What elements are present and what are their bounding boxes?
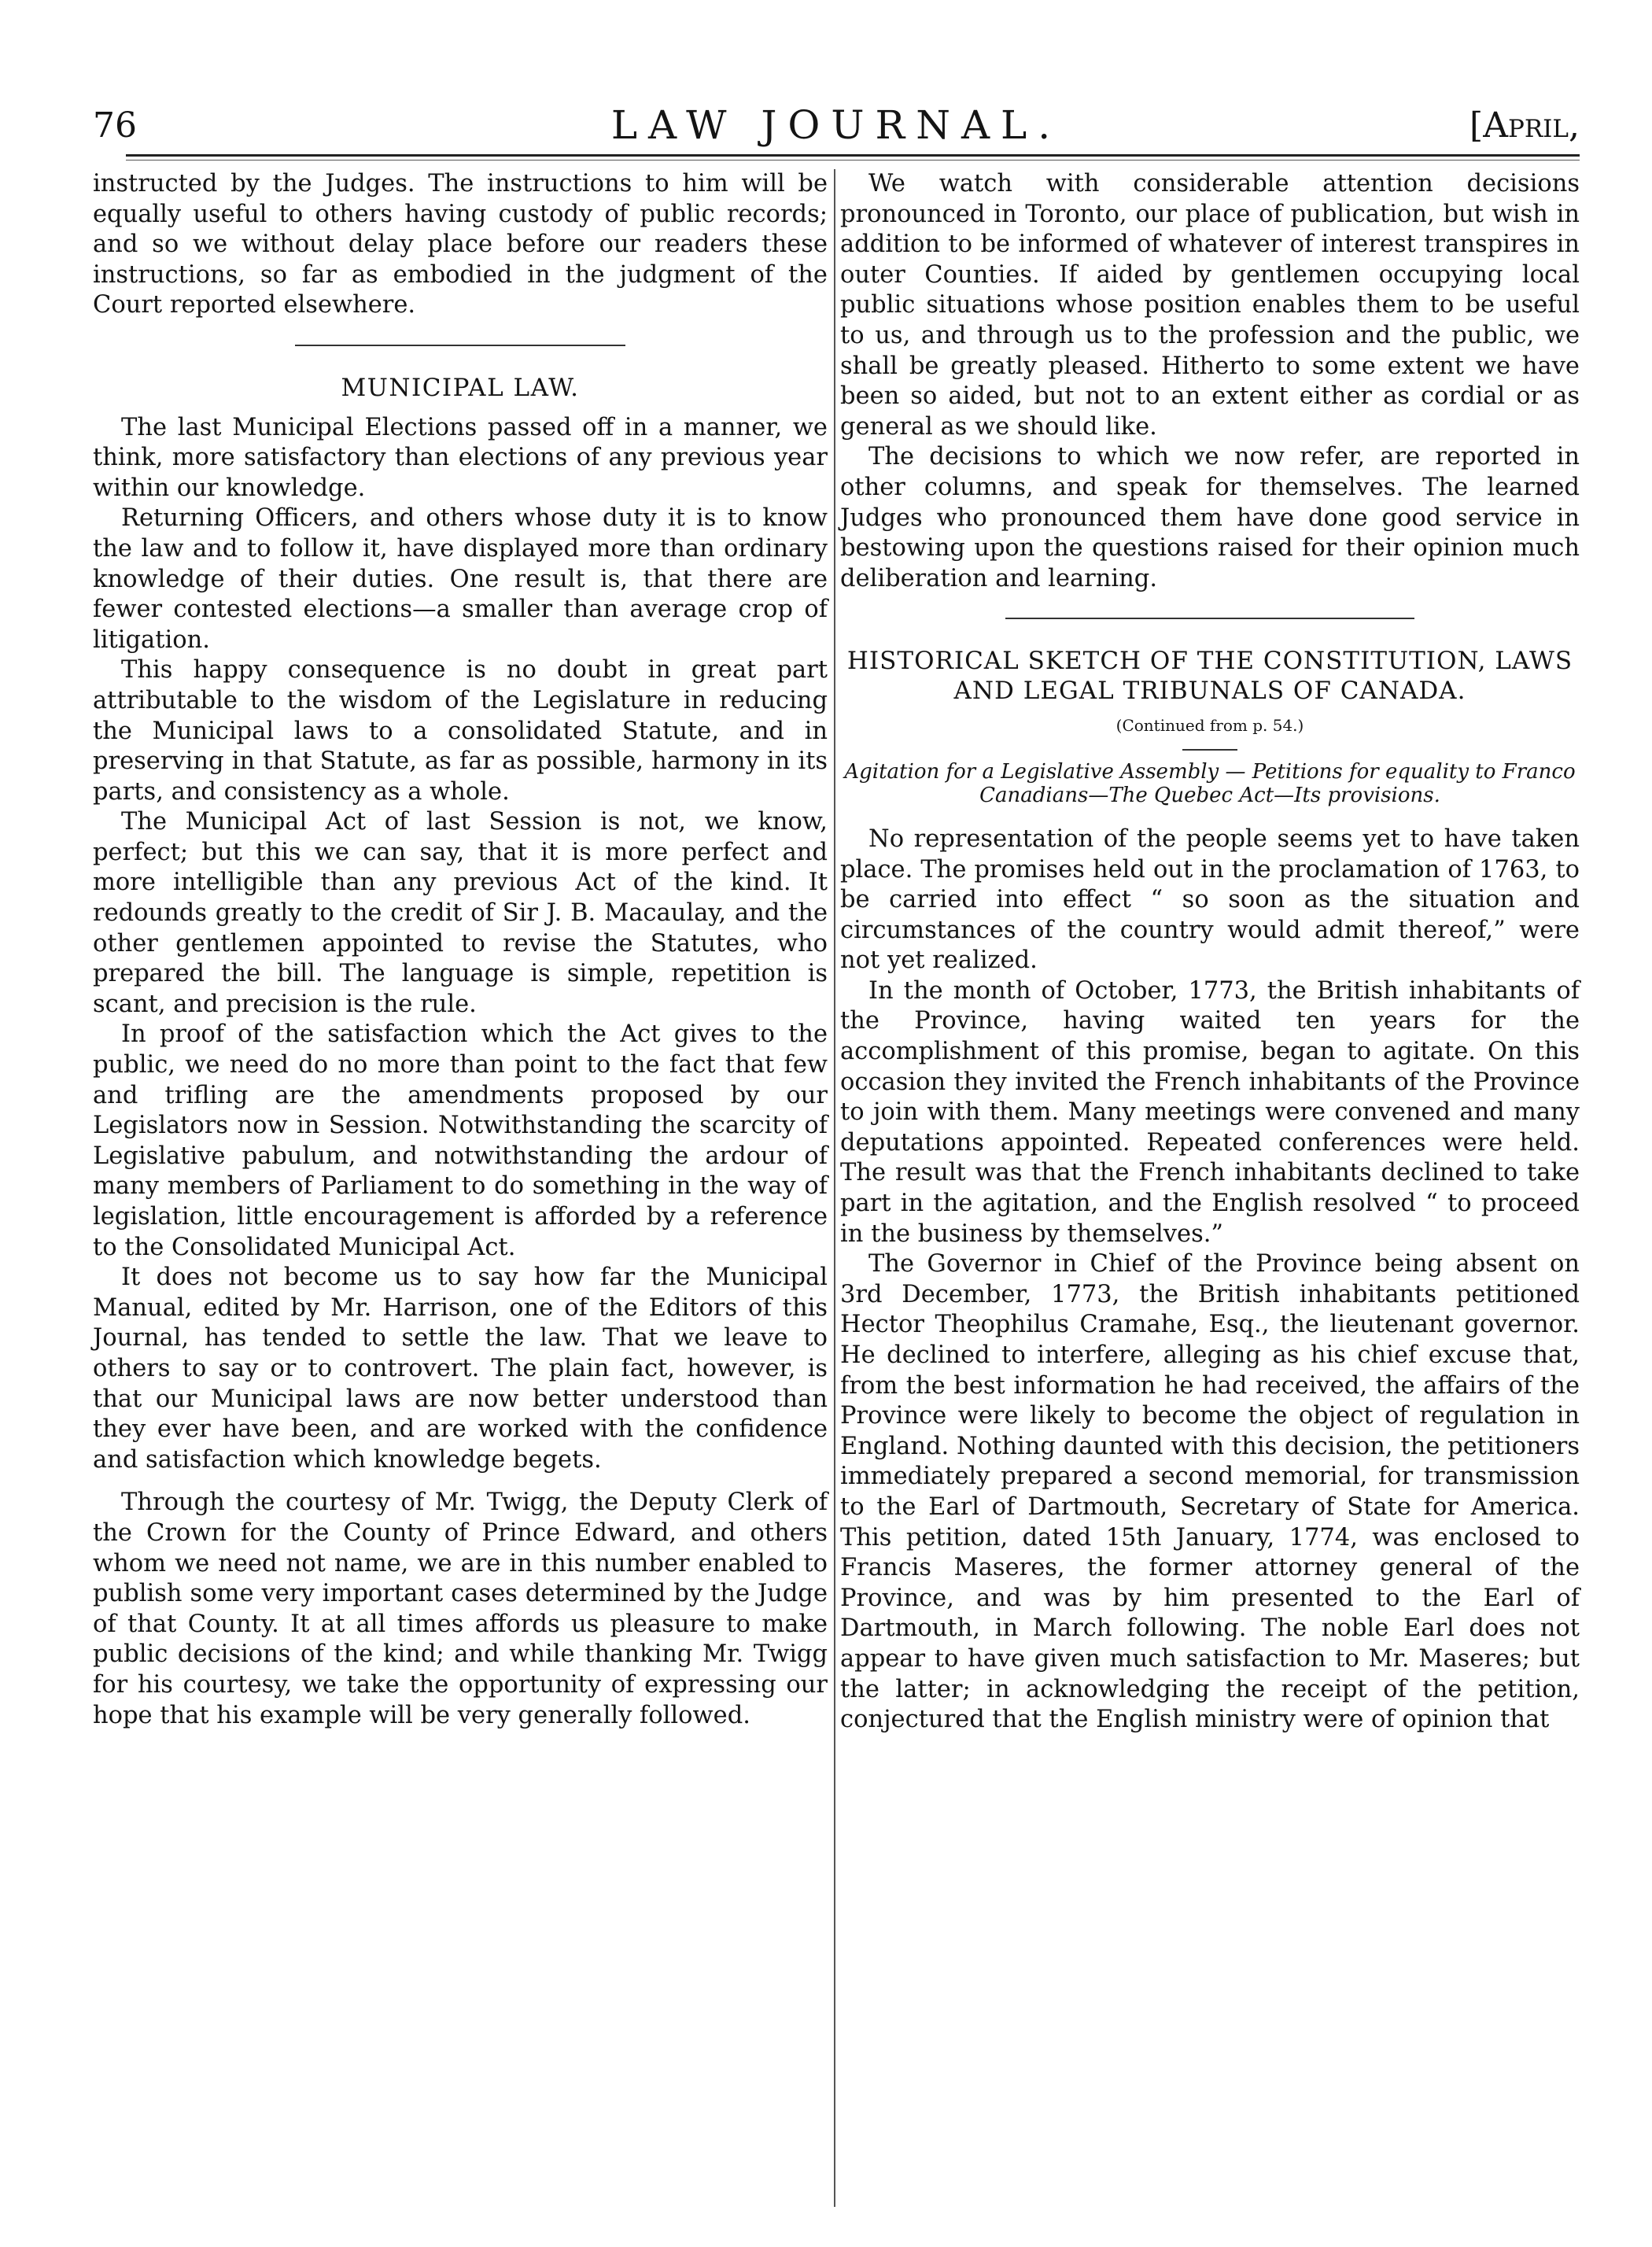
header-rule bbox=[126, 154, 1580, 157]
paragraph: Through the courtesy of Mr. Twigg, the Deputy Clerk of the Crown for the County of Prince Edward, and others whom we need not name, we are in this number enabled to publish some very important cases determined by the Judge of that County. It at all times affords us pleasure to make public decisions of the kind; and while thanking Mr. Twigg for his courtesy, we take the opportunity of expressing our hope that his example will be very generally followed. bbox=[93, 1489, 828, 1729]
paragraph: Returning Officers, and others whose duty it is to know the law and to follow it, have displayed more than ordinary knowledge of their duties. One result is, that there are fewer contested elections—a smaller than average crop of litigation. bbox=[93, 504, 828, 654]
intro-paragraph: instructed by the Judges. The instructions to him will be equally useful to others having custody of public records; and so we without delay place before our readers these instructions, so far as embodied in the judgment of the Court reported elsewhere. bbox=[93, 170, 828, 319]
municipal-law-heading: MUNICIPAL LAW. bbox=[341, 373, 580, 402]
section-divider bbox=[1005, 618, 1414, 619]
paragraph: It does not become us to say how far the Municipal Manual, edited by Mr. Harrison, one of the Editors of this Journal, has tended to settle the law. That we leave to others to say or to controvert. The plain fact, however, is that our Municipal laws are now better understood than they ever have been, and are worked with the confidence and satisfaction which knowledge begets. bbox=[93, 1264, 828, 1474]
sketch-heading-line1: HISTORICAL SKETCH OF THE CONSTITUTION, LAWS bbox=[846, 647, 1573, 676]
continued-note: (Continued from p. 54.) bbox=[1115, 716, 1304, 736]
paragraph: The Municipal Act of last Session is not, we know, perfect; but this we can say, that it is more perfect and more intelligible than any previous Act of the kind. It redounds greatly to the credit of Sir J. B. Macaulay, and the other gentlemen appointed to revise the Statutes, who prepared the bill. The language is simple, repetition is scant, and precision is the rule. bbox=[93, 808, 828, 1018]
paragraph: In the month of October, 1773, the British inhabitants of the Province, having waited ten years for the accomplishment of this promise, began to agitate. On this occasion they invited the French inhabitants of the Province to join with them. Many meetings were convened and many deputations appointed. Repeated conferences were held. The result was that the French inhabitants declined to take part in the agitation, and the English resolved “ to proceed in the business by themselves.” bbox=[840, 976, 1580, 1248]
paragraph: No representation of the people seems yet to have taken place. The promises held out in the proclamation of 1763, to be carried into effect “ so soon as the situation and circumstances of the country would admit thereof,” were not yet realized. bbox=[840, 825, 1580, 975]
section-divider bbox=[295, 345, 625, 346]
sketch-heading-line2: AND LEGAL TRIBUNALS OF CANADA. bbox=[953, 677, 1466, 706]
journal-title: LAW JOURNAL. bbox=[610, 102, 1062, 148]
left-column bbox=[93, 169, 828, 1731]
right-column bbox=[840, 169, 1580, 1736]
paragraph: The Governor in Chief of the Province being absent on 3rd December, 1773, the British inhabitants petitioned Hector Theophilus Cramahe, Esq., the lieutenant governor. He declined to interfere, alleging as his chief excuse that, from the best information he had received, the affairs of the Province were likely to become the object of regulation in England. Nothing daunted with this decision, the petitioners immediately prepared a second memorial, for transmission to the Earl of Dartmouth, Secretary of State for America. This petition, dated 15th January, 1774, was enclosed to Francis Maseres, the former attorney general of the Province, and was by him presented to the Earl of Dartmouth, in March following. The noble Earl does not appear to have given much satisfaction to Mr. Maseres; but the latter; in acknowledging the receipt of the petition, conjectured that the English ministry were of opinion that bbox=[840, 1250, 1580, 1734]
running-header bbox=[93, 93, 1580, 156]
paragraph: In proof of the satisfaction which the Act gives to the public, we need do no more than point to the fact that few and trifling are the amendments proposed by our Legislators now in Session. Notwithstanding the scarcity of Legislative pabulum, and notwithstanding the ardour of many members of Parliament to do something in the way of legislation, little encouragement is afforded by a reference to the Consolidated Municipal Act. bbox=[93, 1020, 828, 1261]
paragraph: We watch with considerable attention decisions pronounced in Toronto, our place of publication, but wish in addition to be informed of whatever of interest transpires in outer Counties. If aided by gentlemen occupying local public situations whose position enables them to be useful to us, and through us to the profession and the public, we shall be greatly pleased. Hitherto to some extent we have been so aided, but not to an extent either as cordial or as general as we should like. bbox=[840, 170, 1580, 441]
section-summary: Agitation for a Legislative Assembly — Petitions for equality to Franco Canadians—The Quebec Act—Its provisions. bbox=[844, 759, 1576, 807]
column-divider bbox=[834, 169, 835, 2207]
paragraph: The decisions to which we now refer, are reported in other columns, and speak for themselves. The learned Judges who pronounced them have done good service in bestowing upon the questions raised for their opinion much deliberation and learning. bbox=[840, 443, 1580, 592]
page-number: 76 bbox=[93, 105, 137, 146]
issue-month: [April, bbox=[1469, 105, 1580, 146]
paragraph: This happy consequence is no doubt in great part attributable to the wisdom of the Legislature in reducing the Municipal laws to a consolidated Statute, and in preserving in that Statute, as far as possible, harmony in its parts, and consistency as a whole. bbox=[93, 656, 828, 806]
short-divider bbox=[1182, 749, 1237, 751]
paragraph: The last Municipal Elections passed off in a manner, we think, more satisfactory than elections of any previous year within our knowledge. bbox=[93, 413, 828, 502]
